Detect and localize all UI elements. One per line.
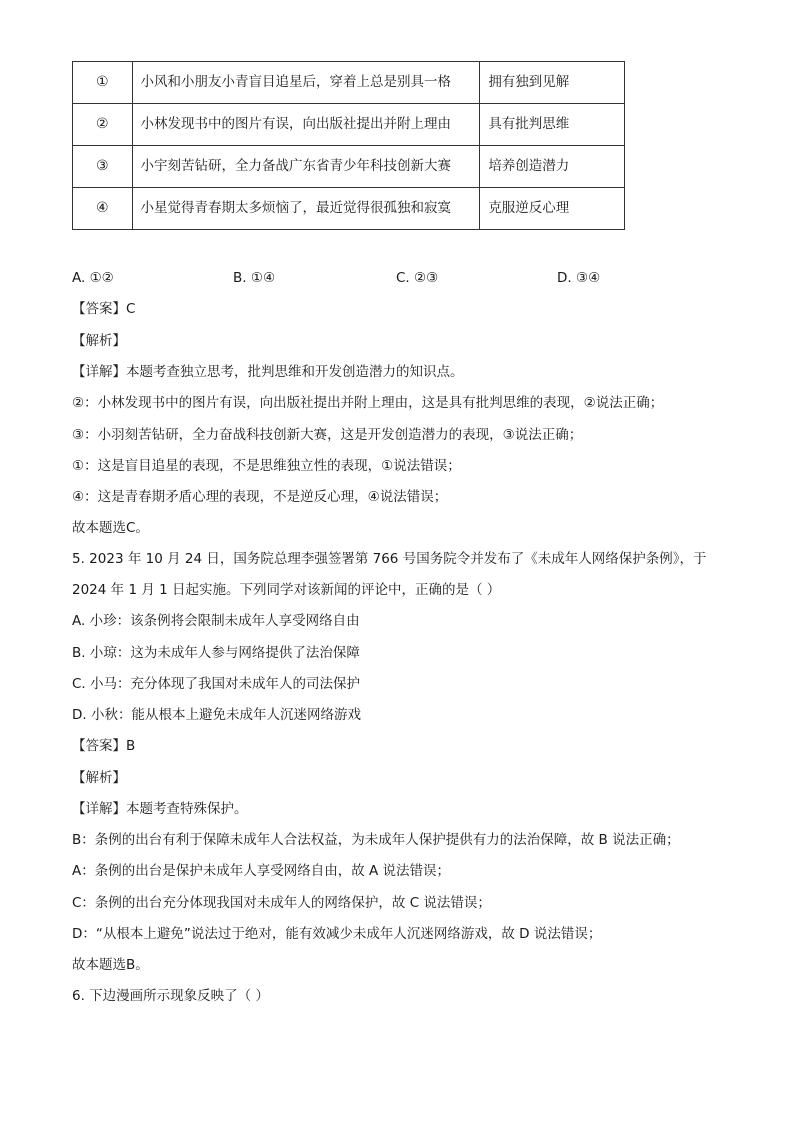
q5-stem-line2: 2024 年 1 月 1 日起实施。下列同学对该新闻的评论中，正确的是（ ）: [72, 582, 501, 598]
q5-option-d: D. 小秋：能从根本上避免未成年人沉迷网络游戏: [72, 707, 361, 723]
row-description: 小风和小朋友小青盲目追星后，穿着上总是别具一格: [132, 62, 480, 104]
row-result: 克服逆反心理: [480, 188, 625, 230]
q5-detail: 【详解】本题考查特殊保护。: [72, 801, 248, 817]
q4-explanation-line: ②：小林发现书中的图片有误，向出版社提出并附上理由，这是具有批判思维的表现，②说法正确；: [72, 395, 664, 411]
q5-option-c: C. 小马：充分体现了我国对未成年人的司法保护: [72, 676, 361, 692]
row-result: 具有批判思维: [480, 104, 625, 146]
q4-explanation-line: ①：这是盲目追星的表现，不是思维独立性的表现，①说法错误；: [72, 458, 461, 474]
table-row: [73, 62, 625, 104]
q5-stem-line1: 5. 2023 年 10 月 24 日，国务院总理李强签署第 766 号国务院令并发布了《未成年人网络保护条例》，于: [72, 551, 707, 567]
q4-explanation-line: ③：小羽刻苦钻研，全力奋战科技创新大赛，这是开发创造潜力的表现，③说法正确；: [72, 427, 583, 443]
q4-answer: 【答案】C: [72, 301, 136, 317]
q5-analysis-heading: 【解析】: [72, 770, 126, 786]
q4-option-b: B. ①④: [233, 270, 276, 286]
table-row: [73, 188, 625, 230]
question-table: [72, 61, 625, 230]
row-number: ③: [73, 146, 133, 188]
row-result: 拥有独到见解: [480, 62, 625, 104]
q4-explanation-line: ④：这是青春期矛盾心理的表现，不是逆反心理，④说法错误；: [72, 489, 448, 505]
table-row: [73, 104, 625, 146]
row-result: 培养创造潜力: [480, 146, 625, 188]
q4-detail: 【详解】本题考查独立思考，批判思维和开发创造潜力的知识点。: [72, 364, 464, 380]
q5-option-a: A. 小珍：该条例将会限制未成年人享受网络自由: [72, 613, 360, 629]
row-description: 小宇刻苦钻研，全力备战广东省青少年科技创新大赛: [132, 146, 480, 188]
q4-option-c: C. ②③: [396, 270, 439, 286]
row-number: ④: [73, 188, 133, 230]
q5-explanation-line: A：条例的出台是保护未成年人享受网络自由，故 A 说法错误；: [72, 863, 451, 879]
q4-analysis-heading: 【解析】: [72, 333, 126, 349]
row-description: 小林发现书中的图片有误，向出版社提出并附上理由: [132, 104, 480, 146]
q4-option-d: D. ③④: [557, 270, 601, 286]
q5-explanation-line: C：条例的出台充分体现我国对未成年人的网络保护，故 C 说法错误；: [72, 895, 491, 911]
q5-conclusion: 故本题选B。: [72, 957, 149, 973]
q5-answer: 【答案】B: [72, 738, 136, 754]
q6-stem: 6. 下边漫画所示现象反映了（ ）: [72, 988, 269, 1004]
row-number: ①: [73, 62, 133, 104]
q4-option-a: A. ①②: [72, 270, 114, 286]
row-number: ②: [73, 104, 133, 146]
q5-explanation-line: D：“从根本上避免”说法过于绝对，能有效减少未成年人沉迷网络游戏，故 D 说法错误；: [72, 926, 602, 942]
row-description: 小星觉得青春期太多烦恼了，最近觉得很孤独和寂寞: [132, 188, 480, 230]
q4-conclusion: 故本题选C。: [72, 520, 149, 536]
q5-explanation-line: B：条例的出台有利于保障未成年人合法权益，为未成年人保护提供有力的法治保障，故 B 说法正确；: [72, 832, 680, 848]
table-row: [73, 146, 625, 188]
q5-option-b: B. 小琼：这为未成年人参与网络提供了法治保障: [72, 645, 360, 661]
